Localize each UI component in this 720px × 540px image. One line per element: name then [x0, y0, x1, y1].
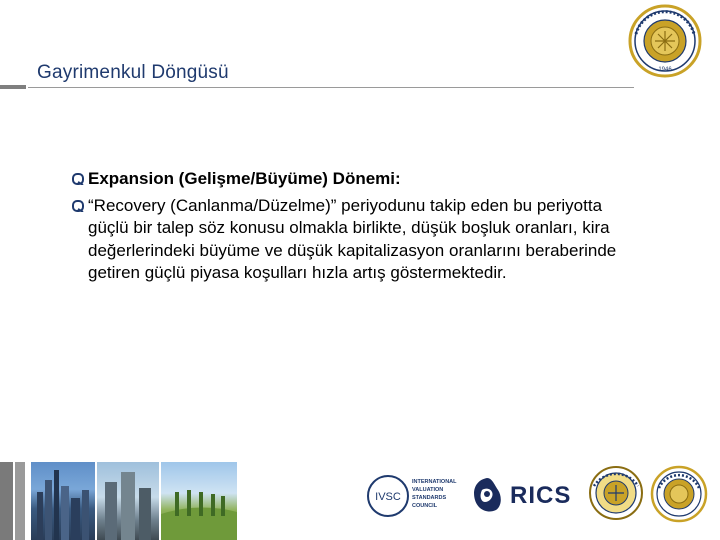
ivsc-mark: IVSC — [375, 491, 401, 503]
content-body — [72, 168, 632, 285]
ivsc-line: STANDARDS — [412, 495, 447, 501]
countryside-photo — [161, 462, 237, 540]
ivsc-line: COUNCIL — [412, 503, 438, 509]
ivsc-line: VALUATION — [412, 487, 444, 493]
ankara-university-seal-icon — [622, 4, 708, 78]
office-towers-photo — [97, 462, 159, 540]
bullet-text: Expansion (Gelişme/Büyüme) Dönemi: — [88, 169, 401, 188]
ankara-university-seal-icon — [650, 464, 708, 524]
city-skyline-photo — [31, 462, 95, 540]
checkbox-bullet-icon — [72, 173, 84, 185]
footer-accent-bar — [15, 462, 25, 540]
bullet-recovery — [72, 195, 632, 285]
bullet-expansion — [72, 168, 632, 191]
association-seal-icon — [588, 464, 644, 522]
seal-year: 1946 — [658, 67, 672, 73]
title-divider — [28, 87, 634, 88]
ivsc-logo — [366, 470, 460, 522]
rics-logo — [470, 474, 580, 518]
bullet-text: “Recovery (Canlanma/Düzelme)” periyodunu takip eden bu periyotta güçlü bir talep söz konusu olmakla birlikte, düşük boşluk oranları, kira değerlerindeki büyüme ve düşük kapitalizasyon oranlarını beraberinde getiren güçlü piyasa koşulları hızla artış göstermektedir. — [88, 195, 617, 282]
rics-label: RICS — [510, 482, 572, 509]
rics-lion-icon — [470, 476, 504, 516]
ivsc-line: INTERNATIONAL — [412, 479, 457, 485]
page-title: Gayrimenkul Döngüsü — [37, 62, 229, 83]
footer-accent-bar — [0, 462, 13, 540]
checkbox-bullet-icon — [72, 200, 84, 212]
title-accent-bar — [0, 85, 26, 89]
